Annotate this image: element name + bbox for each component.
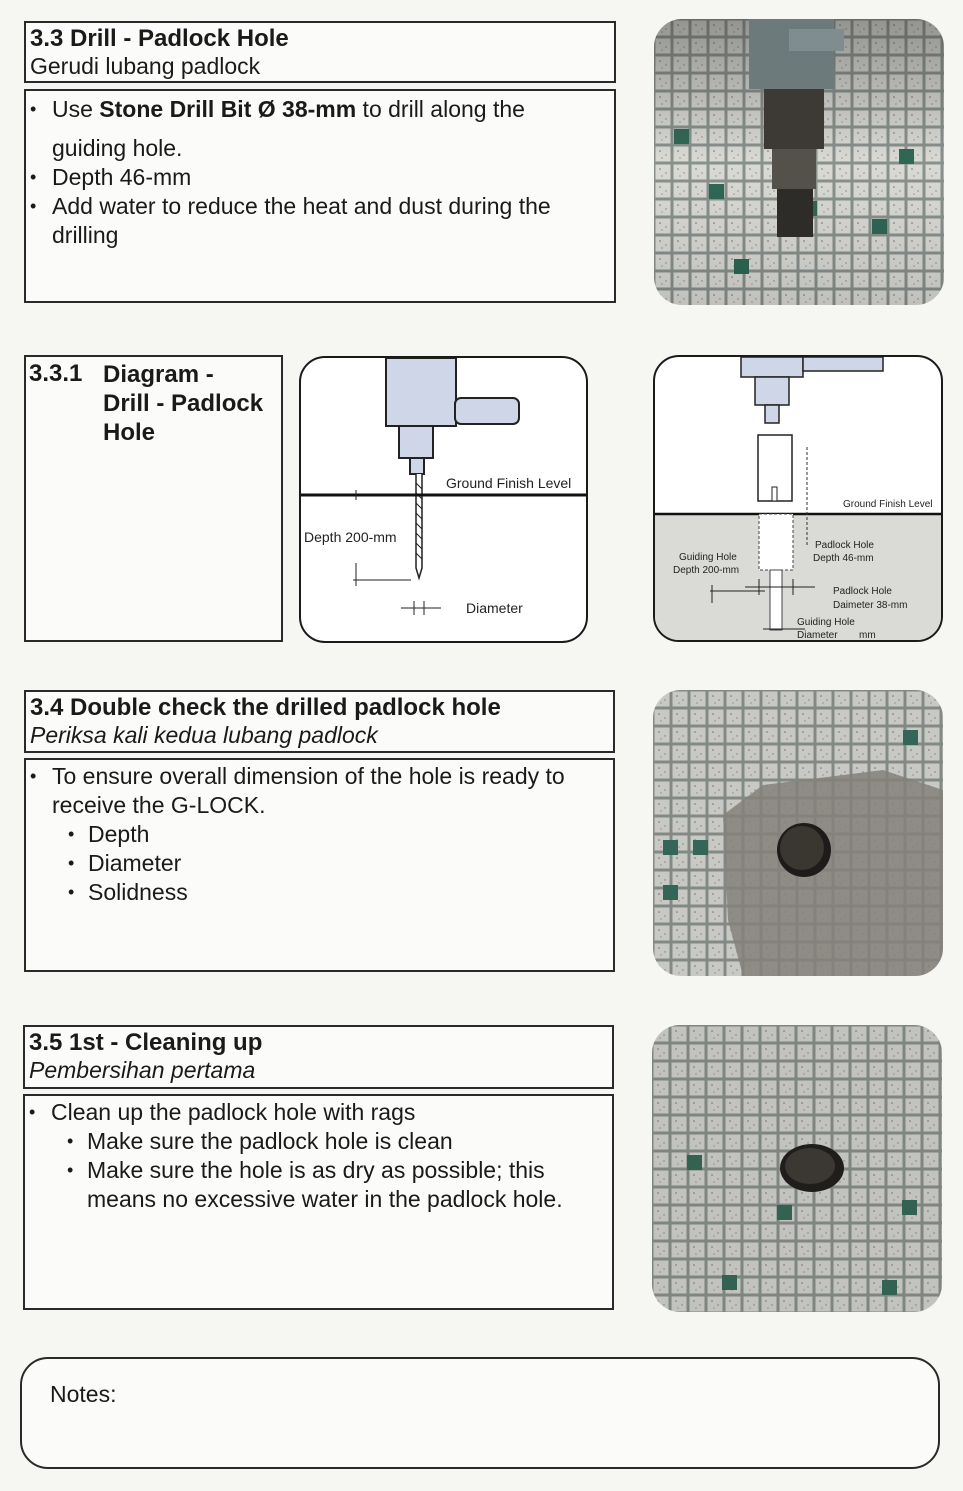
bullet-depth: • Depth 46-mm — [30, 163, 608, 192]
section-3-5-body — [23, 1094, 614, 1310]
section-3-4-subtitle: Periksa kali kedua lubang padlock — [30, 722, 378, 748]
sub-bullet-solidness: • Solidness — [30, 878, 607, 907]
diagram1-ground-label: Ground Finish Level — [446, 475, 572, 491]
notes-label: Notes: — [50, 1381, 117, 1407]
diagram2-padlock-diam: Daimeter 38-mm — [833, 600, 908, 611]
diagram2-guiding-hole-label: Guiding Hole — [679, 552, 737, 563]
drill-bit-spec: Stone Drill Bit Ø 38-mm — [99, 96, 357, 122]
bullet-stone-drill: • Use Stone Drill Bit Ø 38-mm to drill along the — [30, 95, 608, 124]
section-3-5-subtitle: Pembersihan pertama — [29, 1057, 256, 1083]
diagram2-guiding-diam-label: Guiding Hole — [797, 617, 855, 628]
diagram-drill-guiding — [299, 356, 588, 643]
diagram2-guiding-diam-post: mm — [859, 630, 876, 640]
diagram2-guiding-depth: Depth 200-mm — [673, 565, 740, 576]
notes-box[interactable] — [20, 1357, 940, 1469]
diagram1-depth-label: Depth 200-mm — [304, 529, 397, 545]
diagram2-padlock-depth: Depth 46-mm — [813, 553, 874, 564]
diagram2-guiding-diam-pre: Diameter — [797, 630, 838, 640]
section-3-3-header — [24, 21, 616, 83]
section-3-3-body — [24, 89, 616, 303]
diagram2-padlock-diam-label: Padlock Hole — [833, 586, 892, 597]
photo-drilled-hole — [653, 690, 943, 976]
section-3-3-title: 3.3 Drill - Padlock Hole — [30, 25, 289, 52]
section-3-5-header — [23, 1025, 614, 1089]
section-3-4-body — [24, 758, 615, 972]
sub-bullet-depth: • Depth — [30, 820, 607, 849]
section-3-4-title: 3.4 Double check the drilled padlock hole — [30, 694, 501, 721]
photo-drilling — [654, 19, 944, 305]
bullet-clean-up: • Clean up the padlock hole with rags — [29, 1098, 606, 1127]
photo-cleaned-hole — [652, 1025, 942, 1312]
diagram-padlock-hole — [653, 355, 943, 642]
bullet-ensure-dimension: • To ensure overall dimension of the hole is ready to receive the G-LOCK. — [30, 762, 607, 820]
bullet-continuation: guiding hole. — [52, 135, 183, 161]
sub-bullet-clean: • Make sure the padlock hole is clean — [29, 1127, 606, 1156]
sub-bullet-diameter: • Diameter — [30, 849, 607, 878]
section-3-3-1-number: 3.3.1 — [29, 360, 83, 387]
diagram2-padlock-hole-label: Padlock Hole — [815, 540, 874, 551]
section-3-3-1-box — [24, 355, 283, 642]
section-3-5-title: 3.5 1st - Cleaning up — [29, 1029, 263, 1056]
diagram2-ground-label: Ground Finish Level — [843, 499, 933, 510]
bullet-add-water: • Add water to reduce the heat and dust during the drilling — [30, 192, 608, 250]
section-3-4-header — [24, 690, 615, 753]
section-3-3-1-title: Diagram - Drill - Padlock Hole — [103, 361, 264, 446]
sub-bullet-dry: • Make sure the hole is as dry as possible; this means no excessive water in the padlock hole. — [29, 1156, 606, 1214]
diagram1-diameter-label: Diameter — [466, 600, 523, 616]
section-3-3-subtitle: Gerudi lubang padlock — [30, 53, 261, 79]
